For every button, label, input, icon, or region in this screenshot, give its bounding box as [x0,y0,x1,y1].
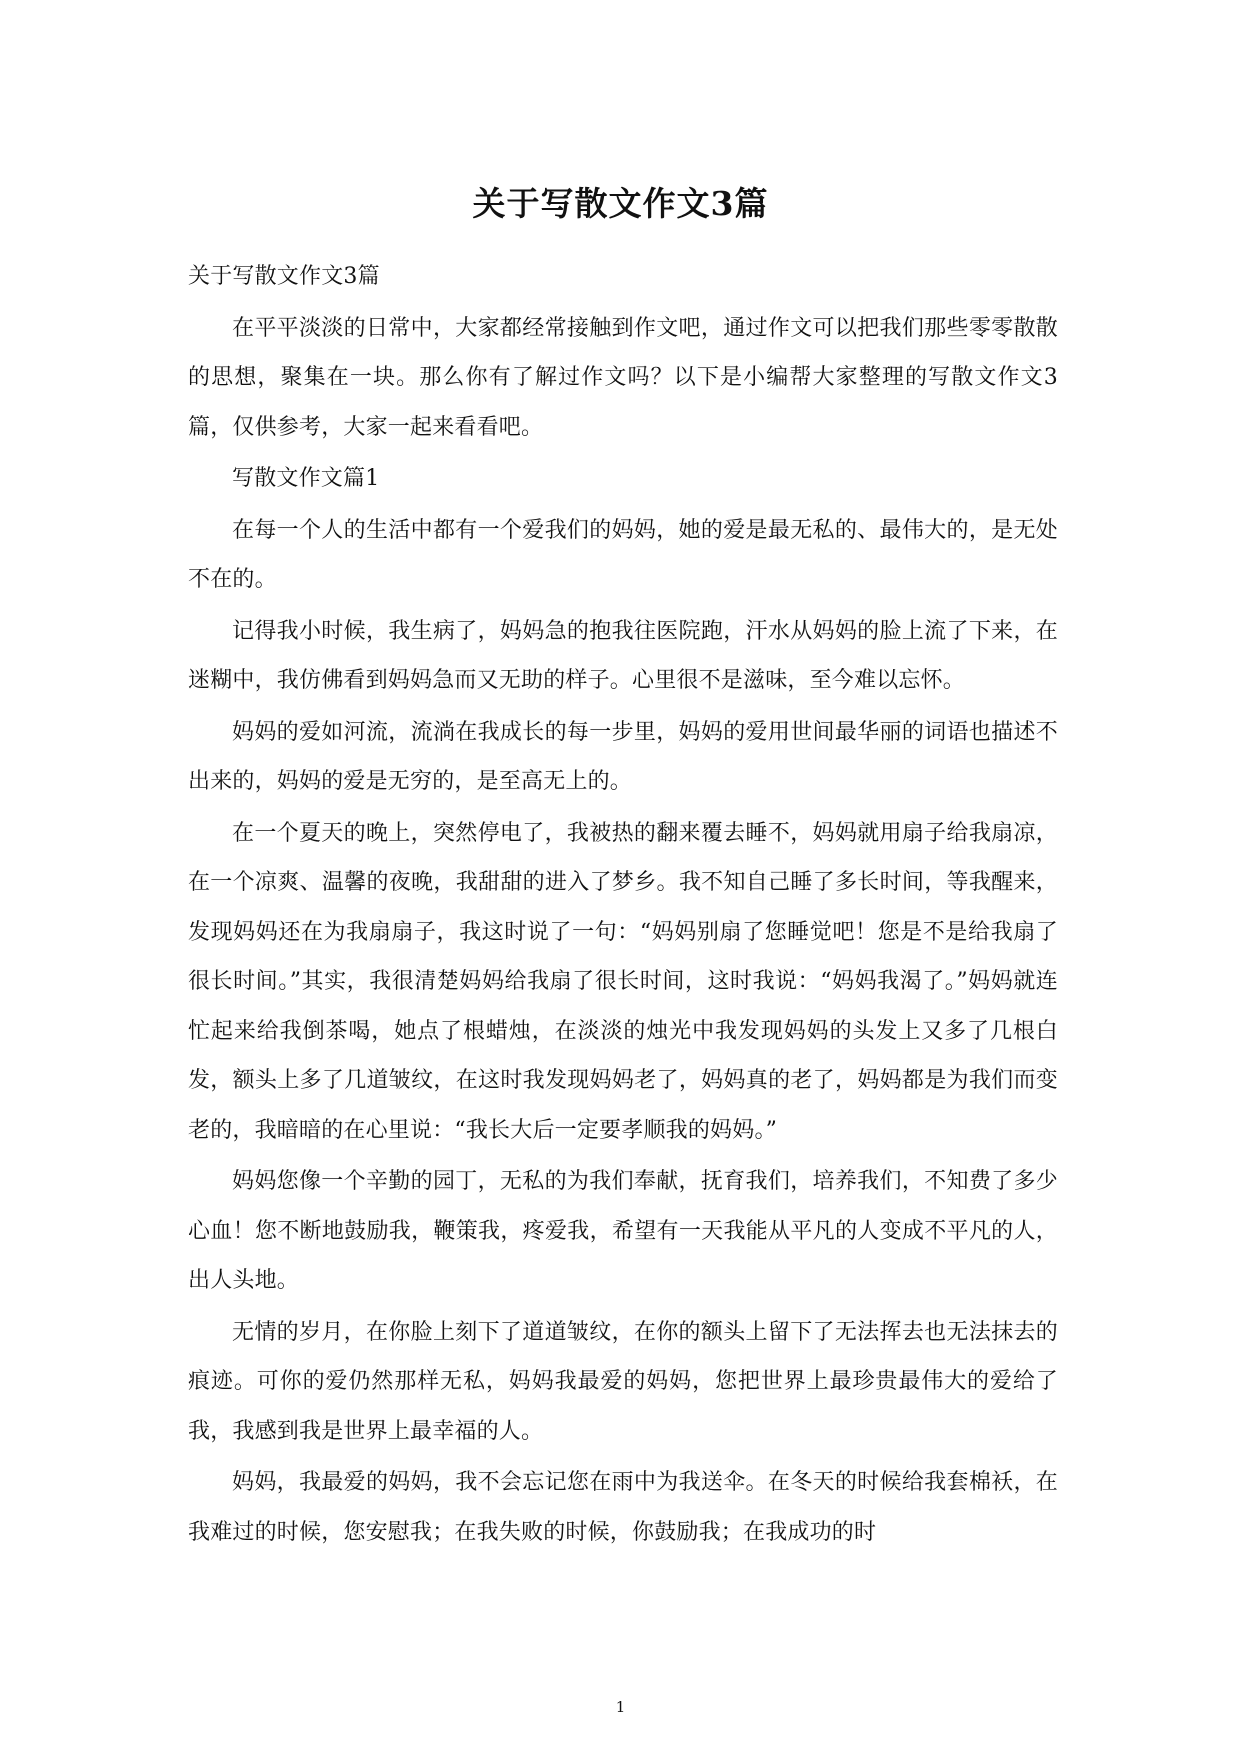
paragraph: 无情的岁月，在你脸上刻下了道道皱纹，在你的额头上留下了无法挥去也无法抹去的痕迹。可你的爱仍然那样无私，妈妈我最爱的妈妈，您把世界上最珍贵最伟大的爱给了我，我感到我是世界上最幸福的人。 [188,1319,1058,1444]
paragraph-intro: 在平平淡淡的日常中，大家都经常接触到作文吧，通过作文可以把我们那些零零散散的思想，聚集在一块。那么你有了解过作文吗？以下是小编帮大家整理的写散文作文3篇，仅供参考，大家一起来看看吧。 [188,315,1058,440]
paragraph: 妈妈您像一个辛勤的园丁，无私的为我们奉献，抚育我们，培养我们，不知费了多少心血！您不断地鼓励我，鞭策我，疼爱我，希望有一天我能从平凡的人变成不平凡的人，出人头地。 [188,1169,1058,1293]
paragraph: 在每一个人的生活中都有一个爱我们的妈妈，她的爱是最无私的、最伟大的，是无处不在的。 [188,517,1058,592]
document-body [188,252,1058,1559]
page-number: 1 [615,1698,626,1716]
paragraph: 妈妈，我最爱的妈妈，我不会忘记您在雨中为我送伞。在冬天的时候给我套棉袄，在我难过的时候，您安慰我；在我失败的时候，你鼓励我；在我成功的时 [188,1470,1058,1545]
section-heading: 写散文作文篇1 [232,466,380,491]
paragraph: 记得我小时候，我生病了，妈妈急的抱我往医院跑，汗水从妈妈的脸上流了下来，在迷糊中，我仿佛看到妈妈急而又无助的样子。心里很不是滋味，至今难以忘怀。 [188,618,1058,693]
paragraph: 妈妈的爱如河流，流淌在我成长的每一步里，妈妈的爱用世间最华丽的词语也描述不出来的，妈妈的爱是无穷的，是至高无上的。 [188,719,1058,794]
document-title: 关于写散文作文3篇 [472,184,769,223]
subtitle-line: 关于写散文作文3篇 [188,264,380,289]
paragraph: 在一个夏天的晚上，突然停电了，我被热的翻来覆去睡不，妈妈就用扇子给我扇凉，在一个凉爽、温馨的夜晚，我甜甜的进入了梦乡。我不知自己睡了多长时间，等我醒来，发现妈妈还在为我扇扇子，我这时说了一句：“妈妈别扇了您睡觉吧！您是不是给我扇了很长时间。”其实，我很清楚妈妈给我扇了很长时间，这时我说：“妈妈我渴了。”妈妈就连忙起来给我倒茶喝，她点了根蜡烛，在淡淡的烛光中我发现妈妈的头发上又多了几根白发，额头上多了几道皱纹，在这时我发现妈妈老了，妈妈真的老了，妈妈都是为我们而变老的，我暗暗的在心里说：“我长大后一定要孝顺我的妈妈。” [188,820,1058,1143]
